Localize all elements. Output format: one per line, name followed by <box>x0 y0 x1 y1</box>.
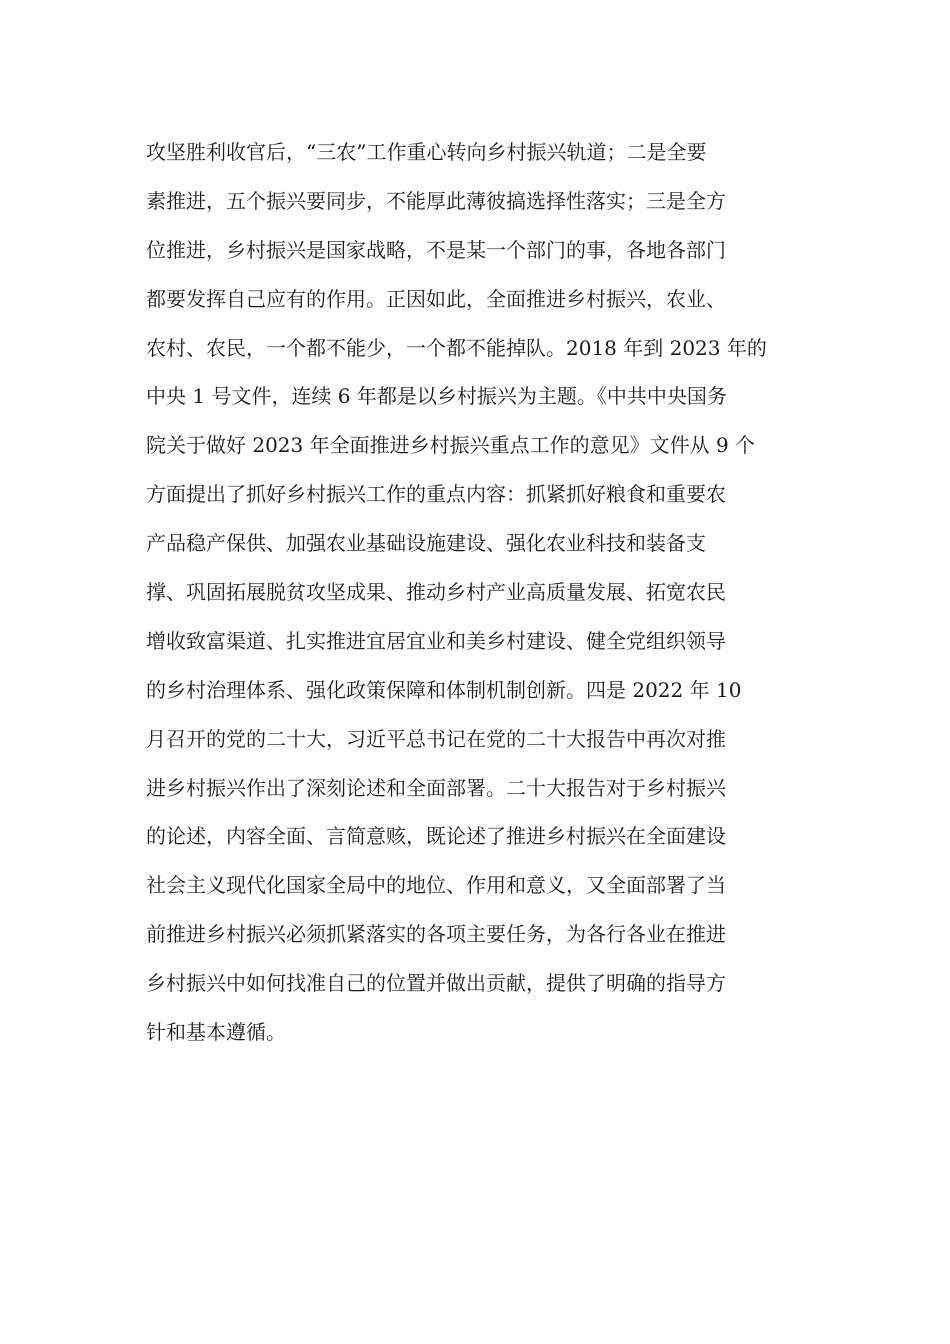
text-line: 中央 1 号文件，连续 6 年都是以乡村振兴为主题。《中共中央国务 <box>146 384 727 409</box>
text-line: 进乡村振兴作出了深刻论述和全面部署。二十大报告对于乡村振兴 <box>146 775 726 800</box>
text-line: 的乡村治理体系、强化政策保障和体制机制创新。四是 2022 年 10 <box>146 677 742 702</box>
text-line: 的论述，内容全面、言简意赅，既论述了推进乡村振兴在全面建设 <box>146 824 726 849</box>
text-line: 撑、巩固拓展脱贫攻坚成果、推动乡村产业高质量发展、拓宽农民 <box>146 580 726 605</box>
text-line: 社会主义现代化国家全局中的地位、作用和意义，又全面部署了当 <box>146 873 726 898</box>
text-line: 前推进乡村振兴必须抓紧落实的各项主要任务，为各行各业在推进 <box>146 922 726 947</box>
text-line: 攻坚胜利收官后，“三农”工作重心转向乡村振兴轨道；二是全要 <box>146 140 707 164</box>
text-line: 针和基本遵循。 <box>146 1020 286 1045</box>
text-line: 素推进，五个振兴要同步，不能厚此薄彼搞选择性落实；三是全方 <box>146 188 726 213</box>
text-line: 方面提出了抓好乡村振兴工作的重点内容：抓紧抓好粮食和重要农 <box>146 482 726 507</box>
text-line: 乡村振兴中如何找准自己的位置并做出贡献，提供了明确的指导方 <box>146 971 726 996</box>
text-line: 都要发挥自己应有的作用。正因如此，全面推进乡村振兴，农业、 <box>146 286 726 311</box>
body-paragraph <box>146 130 816 1059</box>
text-line: 产品稳产保供、加强农业基础设施建设、强化农业科技和装备支 <box>146 531 706 556</box>
text-line: 增收致富渠道、扎实推进宜居宜业和美乡村建设、健全党组织领导 <box>146 628 726 653</box>
text-line: 院关于做好 2023 年全面推进乡村振兴重点工作的意见》文件从 9 个 <box>146 433 756 458</box>
text-line: 农村、农民，一个都不能少，一个都不能掉队。2018 年到 2023 年的 <box>146 335 767 360</box>
text-line: 月召开的党的二十大，习近平总书记在党的二十大报告中再次对推 <box>146 726 726 751</box>
text-line: 位推进，乡村振兴是国家战略，不是某一个部门的事，各地各部门 <box>146 237 726 262</box>
